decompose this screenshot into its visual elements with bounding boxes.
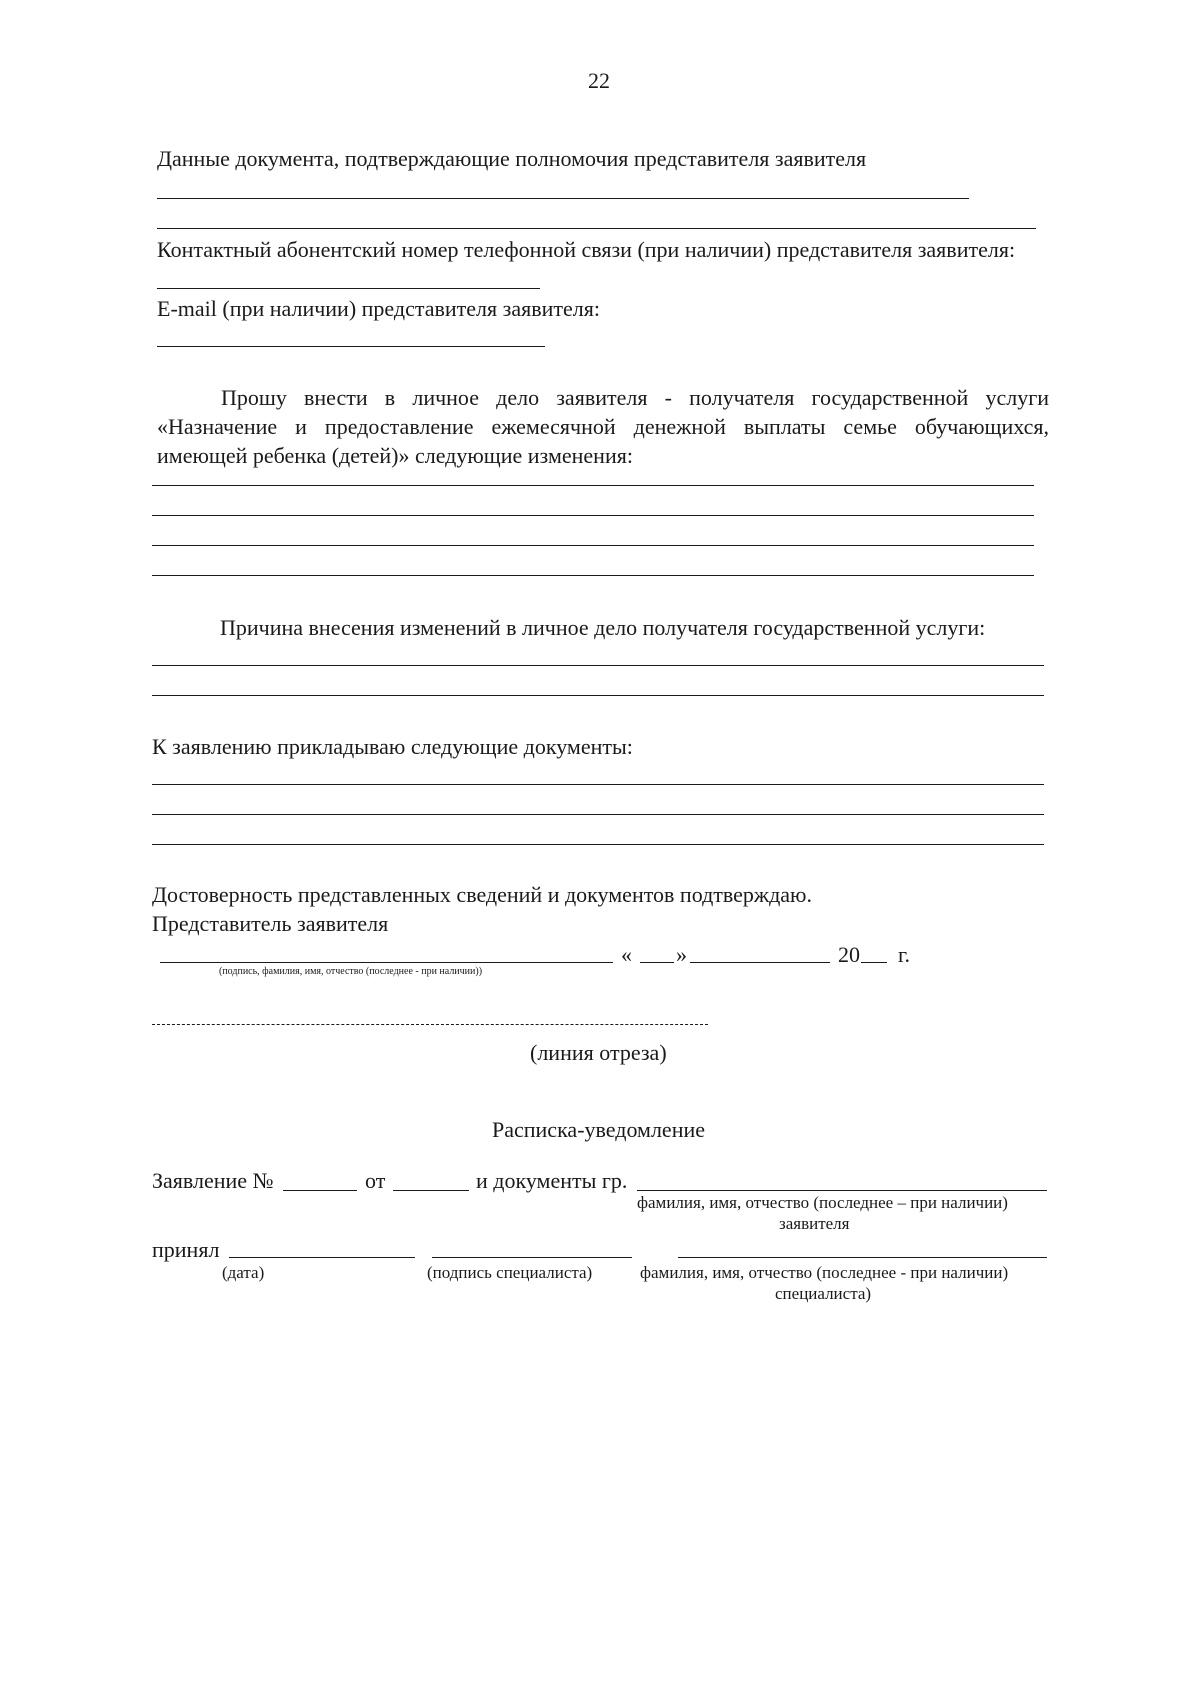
specialist-caption-2: специалиста) [775,1284,872,1303]
authority-document-field-2[interactable] [157,228,1036,229]
confirmation-text: Достоверность представленных сведений и документов подтверждаю. [152,882,812,907]
applicant-name-field[interactable] [637,1190,1047,1191]
attachments-field-2[interactable] [152,814,1044,815]
email-label: E-mail (при наличии) представителя заявителя: [157,296,600,321]
specialist-name-field[interactable] [678,1257,1047,1258]
cut-line [152,1024,708,1025]
page-number: 22 [588,68,610,93]
request-paragraph [157,383,1049,470]
signature-caption: (подпись, фамилия, имя, отчество (последнее - при наличии)) [219,966,483,977]
changes-field-1[interactable] [152,485,1034,486]
reason-field-2[interactable] [152,695,1044,696]
phone-label: Контактный абонентский номер телефонной связи (при наличии) представителя заявителя: [157,237,1016,262]
date-caption: (дата) [222,1263,265,1282]
year-suffix: г. [898,942,911,967]
attachments-field-1[interactable] [152,784,1044,785]
day-field[interactable] [640,962,674,963]
changes-field-2[interactable] [152,515,1034,516]
open-quote: « [621,942,632,967]
authority-document-field-1[interactable] [157,198,969,199]
phone-field[interactable] [157,288,540,289]
statement-number-label: Заявление № [152,1168,274,1193]
statement-number-field[interactable] [283,1190,357,1191]
request-line-3: имеющей ребенка (детей)» следующие изменения: [157,443,633,468]
request-line-2: «Назначение и предоставление ежемесячной денежной выплаты семье обучающихся, [157,414,1049,439]
changes-field-4[interactable] [152,575,1034,576]
documents-label: и документы гр. [476,1168,628,1193]
statement-from-label: от [365,1168,386,1193]
authority-document-label: Данные документа, подтверждающие полномочия представителя заявителя [157,146,867,171]
reason-field-1[interactable] [152,665,1044,666]
representative-label: Представитель заявителя [152,911,389,936]
cut-line-label: (линия отреза) [530,1040,667,1065]
changes-field-3[interactable] [152,545,1034,546]
request-line-1: Прошу внести в личное дело заявителя - получателя государственной услуги [221,385,1049,410]
accepted-date-field[interactable] [229,1257,415,1258]
reason-label: Причина внесения изменений в личное дело получателя государственной услуги: [220,615,986,640]
specialist-caption-1: фамилия, имя, отчество (последнее - при наличии) [640,1263,1009,1282]
attachments-label: К заявлению прикладываю следующие документы: [152,734,633,759]
year-field[interactable] [861,962,887,963]
representative-signature-field[interactable] [160,962,613,963]
accepted-label: принял [152,1237,220,1262]
month-field[interactable] [690,962,830,963]
specialist-signature-caption: (подпись специалиста) [427,1263,593,1282]
applicant-caption-1: фамилия, имя, отчество (последнее – при наличии) [637,1193,1008,1212]
statement-date-field[interactable] [393,1190,469,1191]
year-prefix: 20 [838,942,860,967]
specialist-signature-field[interactable] [432,1257,632,1258]
email-field[interactable] [157,346,545,347]
applicant-caption-2: заявителя [779,1214,850,1233]
receipt-title: Расписка-уведомление [492,1117,706,1142]
attachments-field-3[interactable] [152,844,1044,845]
close-quote: » [676,942,687,967]
